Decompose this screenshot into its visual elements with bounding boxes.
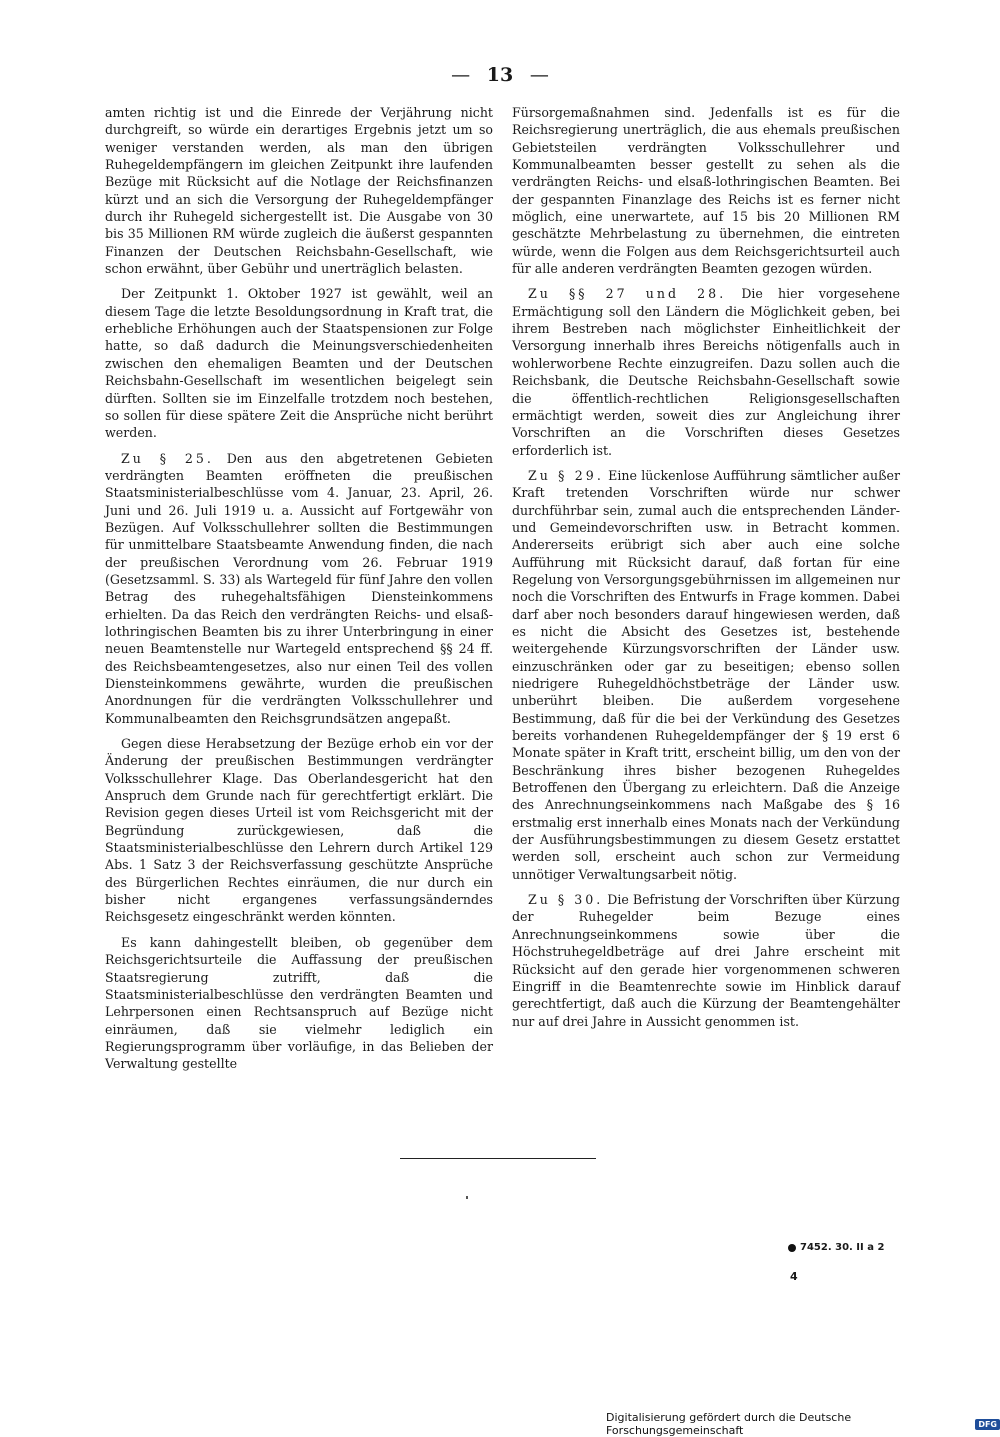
dfg-logo-icon: DFG xyxy=(975,1419,1000,1430)
right-paragraph-1: Fürsorgemaßnahmen sind. Jedenfalls ist es für die Reichsregierung unerträglich, die aus ehemals preußischen Gebietsteilen verdrängten Volksschullehrer und Kommunalbeamten besser gestellt zu sehen als die verdrängten Reichs- und elsaß-lothringischen Beamten. Bei der gespannten Finanzlage des Reichs ist es ferner nicht möglich, eine unerwartete, auf 15 bis 20 Millionen RM geschätzte Mehrbelastung zu übernehmen, die eintreten würde, wenn die Folgen aus dem Reichsgerichtsurteil auch für alle anderen verdrängten Beamten gezogen würden. xyxy=(512,105,900,277)
left-column xyxy=(105,104,493,1081)
sheet-number: 4 xyxy=(790,1270,798,1283)
left-paragraph-3 xyxy=(105,450,493,728)
bullet-icon xyxy=(788,1244,796,1252)
left-paragraph-2: Der Zeitpunkt 1. Oktober 1927 ist gewählt, weil an diesem Tage die letzte Besoldungsordnung in Kraft trat, die erhebliche Erhöhungen auch der Staatspensionen zur Folge hatte, so daß dadurch die Meinungsverschiedenheiten zwischen den ehemaligen Beamten und der Deutschen Reichsbahn-Gesellschaft im wesentlichen beigelegt sein dürften. Sollten sie im Einzelfalle trotzdem noch bestehen, so sollen für diese spätere Zeit die Ansprüche nicht berührt werden. xyxy=(105,286,493,441)
header-dash-left: — xyxy=(451,64,471,86)
section-text-27-28: Die hier vorgesehene Ermächtigung soll den Ländern die Möglichkeit geben, bei ihrem Bestreben nach möglichster Einheitlichkeit der Versorgung innerhalb ihres Bereichs nötigenfalls auch in wohlerworbene Rechte einzugreifen. Dazu sollen auch die Reichsbank, die Deutsche Reichsbahn-Gesellschaft sowie die öffentlich-rechtlichen Religionsgesellschaften ermächtigt werden, soweit dies zur Angleichung ihrer Vorschriften an die Vorschriften dieses Gesetzes erforderlich ist. xyxy=(512,286,900,458)
print-code xyxy=(788,1242,884,1253)
section-text-30: Die Befristung der Vorschriften über Kürzung der Ruhegelder beim Bezuge eines Anrechnungseinkommens sowie über die Höchstruhegeldbeträge auf drei Jahre erscheint mit Rücksicht auf den gerade hier vorgenommenen schweren Eingriff in die Beamtenrechte sowie im Hinblick darauf gerechtfertigt, daß auch die Kürzung der Beamtengehälter nur auf drei Jahre in Aussicht genommen ist. xyxy=(512,892,900,1029)
section-heading-30: Zu § 30. xyxy=(528,892,604,908)
stray-dot xyxy=(466,1196,468,1199)
left-paragraph-4: Gegen diese Herabsetzung der Bezüge erhob ein vor der Änderung der preußischen Bestimmungen verdrängter Volksschullehrer Klage. Das Oberlandesgericht hat den Anspruch dem Grunde nach für gerechtfertigt erklärt. Die Revision gegen dieses Urteil ist vom Reichsgericht mit der Begründung zurückgewiesen, daß die Staatsministerialbeschlüsse den Lehrern durch Artikel 129 Abs. 1 Satz 3 der Reichsverfassung geschützte Ansprüche des Bürgerlichen Rechtes einräumen, die nur durch ein bisher nicht ergangenes verfassungsänderndes Reichsgesetz eingeschränkt werden könnten. xyxy=(105,736,493,925)
section-text-25: Den aus den abgetretenen Gebieten verdrängten Beamten eröffneten die preußischen Staatsministerialbeschlüsse vom 4. Januar, 23. April, 26. Juni und 26. Juli 1919 u. a. Aussicht auf Fortgewähr von Bezügen. Auf Volksschullehrer sollten die Bestimmungen für unmittelbare Staatsbeamte Anwendung finden, die nach der preußischen Verordnung vom 26. Februar 1919 (Gesetzsamml. S. 33) als Wartegeld für fünf Jahre den vollen Betrag des ruhegehaltsfähigen Diensteinkommens erhielten. Da das Reich den verdrängten Reichs- und elsaß-lothringischen Beamten bis zu ihrer Unterbringung in einer neuen Beamtenstelle nur Wartegeld entsprechend §§ 24 ff. des Reichsbeamtengesetzes, also nur einen Teil des vollen Diensteinkommens gewährte, wurden die preußischen Anordnungen für die verdrängten Volksschullehrer und Kommunalbeamten den Reichsgrundsätzen angepaßt. xyxy=(105,450,493,726)
header-dash-right: — xyxy=(529,64,549,86)
page-header xyxy=(0,64,1000,86)
print-code-text: 7452. 30. II a 2 xyxy=(800,1242,885,1253)
left-paragraph-1: amten richtig ist und die Einrede der Verjährung nicht durchgreift, so würde ein derartiges Ergebnis jetzt um so weniger verstanden werden, als man den übrigen Ruhegeldempfängern im gleichen Zeitpunkt ihre laufenden Bezüge mit Rücksicht auf die Notlage der Reichsfinanzen kürzt und an sich die Versorgung der Ruhegeldempfänger durch ihr Ruhegeld sichergestellt ist. Die Ausgabe von 30 bis 35 Millionen RM würde zugleich die äußerst gespannten Finanzen der Deutschen Reichsbahn-Gesellschaft, wie schon erwähnt, über Gebühr und unerträglich belasten. xyxy=(105,105,493,277)
right-paragraph-2 xyxy=(512,285,900,458)
credit-text: Digitalisierung gefördert durch die Deutsche Forschungsgemeinschaft xyxy=(606,1411,852,1437)
right-paragraph-3 xyxy=(512,467,900,883)
right-paragraph-4 xyxy=(512,891,900,1030)
page-number: 13 xyxy=(486,64,514,86)
section-heading-25: Zu § 25. xyxy=(121,450,214,466)
digitization-credit xyxy=(606,1411,1000,1437)
section-text-29: Eine lückenlose Aufführung sämtlicher außer Kraft tretenden Vorschriften würde nur schwer durchführbar sein, zumal auch die entsprechenden Länder- und Gemeindevorschriften usw. in Betracht kommen. Andererseits erübrigt sich aber auch eine solche Aufführung mit Rücksicht darauf, daß fortan für eine Regelung von Versorgungsgebührnissen im allgemeinen nur noch die Vorschriften des Entwurfs in Frage kommen. Dabei darf aber noch besonders darauf hingewiesen werden, daß es nicht die Absicht des Gesetzes ist, bestehende weitergehende Kürzungsvorschriften der Länder usw. einzuschränken oder gar zu beseitigen; ebenso sollen niedrigere Ruhegeldhöchstbeträge der Länder usw. unberührt bleiben. Die außerdem vorgesehene Bestimmung, daß für die bei der Verkündung des Gesetzes bereits vorhandenen Ruhegeldempfänger der § 19 erst 6 Monate später in Kraft tritt, erscheint billig, um den von der Beschränkung ihres bisher bezogenen Ruhegeldes Betroffenen den Übergang zu erleichtern. Daß die Anzeige des Anrechnungseinkommens nach Maßgabe des § 16 erstmalig erst innerhalb eines Monats nach der Verkündung der Ausführungsbestimmungen zu diesem Gesetz erstattet werden soll, erscheint auch schon zur Vermeidung unnötiger Verwaltungsarbeit nötig. xyxy=(512,467,900,882)
end-rule xyxy=(400,1158,596,1159)
left-paragraph-5: Es kann dahingestellt bleiben, ob gegenüber dem Reichsgerichtsurteile die Auffassung der preußischen Staatsregierung zutrifft, daß die Staatsministerialbeschlüsse den verdrängten Beamten und Lehrpersonen einen Rechtsanspruch auf Bezüge nicht einräumen, daß sie vielmehr lediglich ein Regierungsprogramm über vorläufige, in das Belieben der Verwaltung gestellte xyxy=(105,934,493,1072)
section-heading-29: Zu § 29. xyxy=(528,467,604,483)
section-heading-27-28: Zu §§ 27 und 28. xyxy=(528,286,727,302)
right-column xyxy=(512,104,900,1038)
